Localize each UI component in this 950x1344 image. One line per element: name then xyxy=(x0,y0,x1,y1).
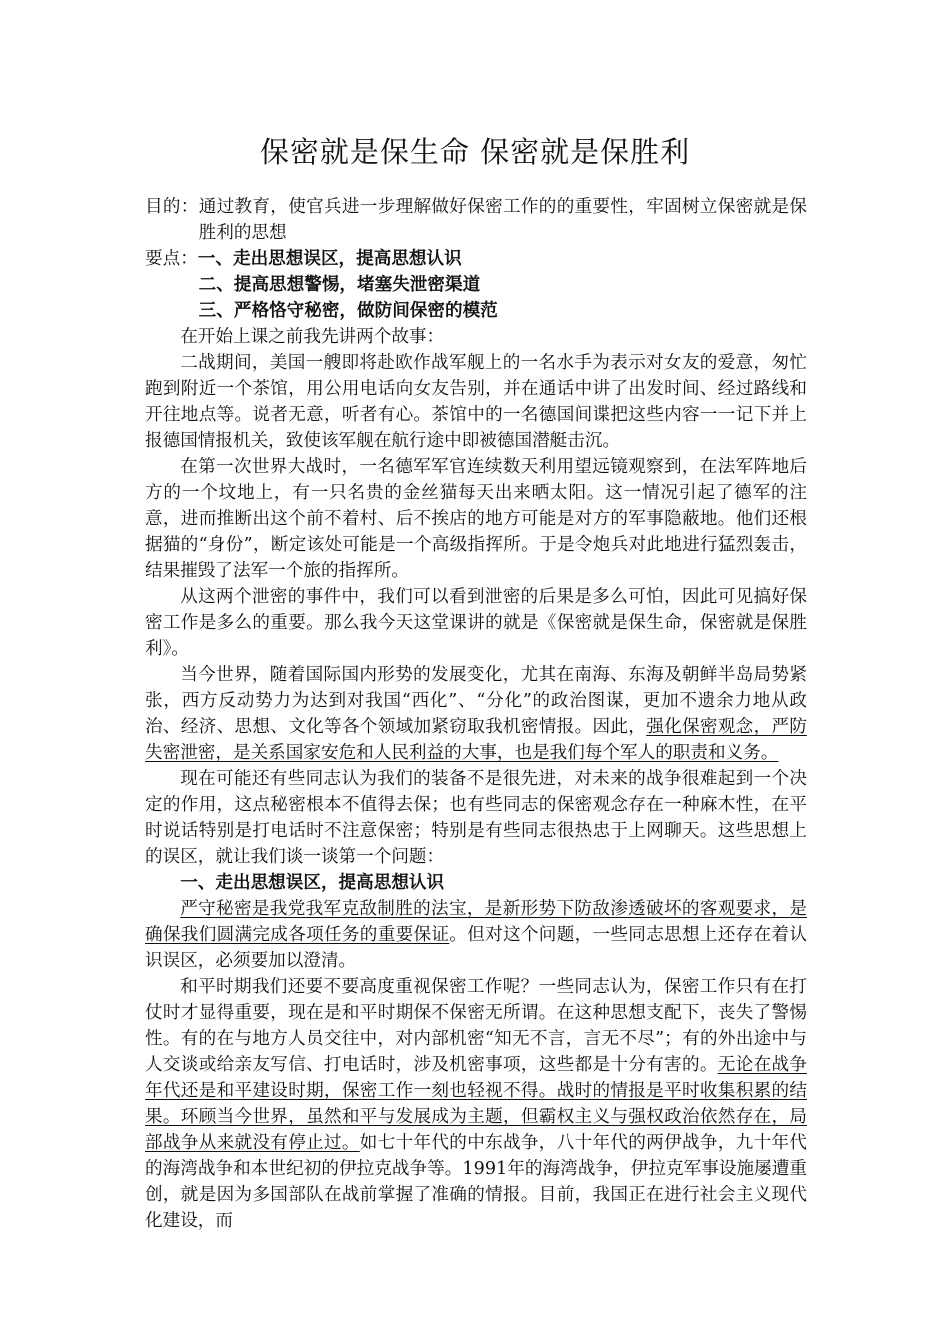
purpose-text: 通过教育，使官兵进一步理解做好保密工作的的重要性，牢固树立保密就是保胜利的思想 xyxy=(198,197,807,243)
paragraph-text: 当今世界，随着国际国内形势的发展变化，尤其在南海、东海及朝鲜半岛局势紧张，西方反动势力为达到对我国“西化”、“分化”的政治图谋，更加不遗余力地从政治、经济、思想、文化等各个领域加紧窃取我机密情报。因此， xyxy=(145,665,807,737)
underlined-text: 严守秘密是我党我军克敌制胜的法宝，是新形势下防敌渗透破坏的客观要求，是确保我们圆满完成各项任务的重要保证 xyxy=(145,899,807,945)
paragraph-text: 和平时期我们还要不要高度重视保密工作呢？一些同志认为，保密工作只有在打仗时才显得重要，现在是和平时期保不保密无所谓。在这种思想支配下，丧失了警惕性。有的在与地方人员交往中，对内部机密“知无不言，言无不尽”；有的外出途中与人交谈或给亲友写信、打电话时，涉及机密事项，这些都是十分有害的。 xyxy=(145,977,807,1075)
keypoint-item: 二、提高思想警惕，堵塞失泄密渠道 xyxy=(198,274,481,295)
world-situation-paragraph xyxy=(145,662,807,766)
purpose-label: 目的： xyxy=(145,197,199,217)
underlined-text: 无论在战争年代还是和平建设时期，保密工作一刻也轻视不得。战时的情报是平时收集积累的结果。环顾当今世界，虽然和平与发展成为主题，但霸权主义与强权政治依然存在，局部战争从来就没有停止过。 xyxy=(145,1055,807,1153)
purpose-paragraph xyxy=(145,194,807,246)
document-title: 保密就是保生命 保密就是保胜利 xyxy=(259,135,691,169)
story-one-paragraph: 二战期间，美国一艘即将赴欧作战军舰上的一名水手为表示对女友的爱意，匆忙跑到附近一个茶馆，用公用电话向女友告别，并在通话中讲了出发时间、经过路线和开往地点等。说者无意，听者有心。茶馆中的一名德国间谍把这些内容一一记下并上报德国情报机关，致使该军舰在航行途中即被德国潜艇击沉。 xyxy=(145,353,807,451)
underlined-text: 强化保密观念，严防失密泄密，是关系国家安危和人民利益的大事，也是我们每个军人的职责和义务。 xyxy=(145,717,807,763)
story-two-paragraph: 在第一次世界大战时，一名德军军官连续数天利用望远镜观察到，在法军阵地后方的一个坟地上，有一只名贵的金丝猫每天出来晒太阳。这一情况引起了德军的注意，进而推断出这个前不着村、后不挨店的地方可能是对方的军事隐蔽地。他们还根据猫的“身份”，断定该处可能是一个高级指挥所。于是令炮兵对此地进行猛烈轰击，结果摧毁了法军一个旅的指挥所。 xyxy=(145,457,807,581)
keypoint-item xyxy=(145,246,807,272)
misconceptions-paragraph: 现在可能还有些同志认为我们的装备不是很先进，对未来的战争很难起到一个决定的作用，这点秘密根本不值得去保；也有些同志的保密观念存在一种麻木性，在平时说话特别是打电话时不注意保密；特别是有些同志很热忠于上网聊天。这些思想上的误区，就让我们谈一谈第一个问题： xyxy=(145,769,807,867)
section-one-heading: 一、走出思想误区，提高思想认识 xyxy=(180,872,445,893)
lesson-paragraph: 从这两个泄密的事件中，我们可以看到泄密的后果是多么可怕，因此可见搞好保密工作是多么的重要。那么我今天这堂课讲的就是《保密就是保生命，保密就是保胜利》。 xyxy=(145,587,807,659)
secrecy-importance-paragraph xyxy=(145,896,807,974)
keypoint-text: 一、走出思想误区，提高思想认识 xyxy=(197,248,462,269)
paragraph-text: 如七十年代的中东战争，八十年代的两伊战争，九十年代的海湾战争和本世纪初的伊拉克战争等。1991年的海湾战争，伊拉克军事设施屡遭重创，就是因为多国部队在战前掌握了准确的情报。目前，我国正在进行社会主义现代化建设，而 xyxy=(145,1133,807,1231)
intro-paragraph: 在开始上课之前我先讲两个故事： xyxy=(180,327,445,347)
keypoint-item: 三、严格恪守秘密，做防间保密的模范 xyxy=(198,300,498,321)
paragraph-text: 。但对这个问题，一些同志思想上还存在着认识误区，必须要加以澄清。 xyxy=(145,925,807,971)
keypoints-label: 要点： xyxy=(145,249,198,269)
document-body xyxy=(145,194,807,1234)
peacetime-paragraph xyxy=(145,974,807,1234)
